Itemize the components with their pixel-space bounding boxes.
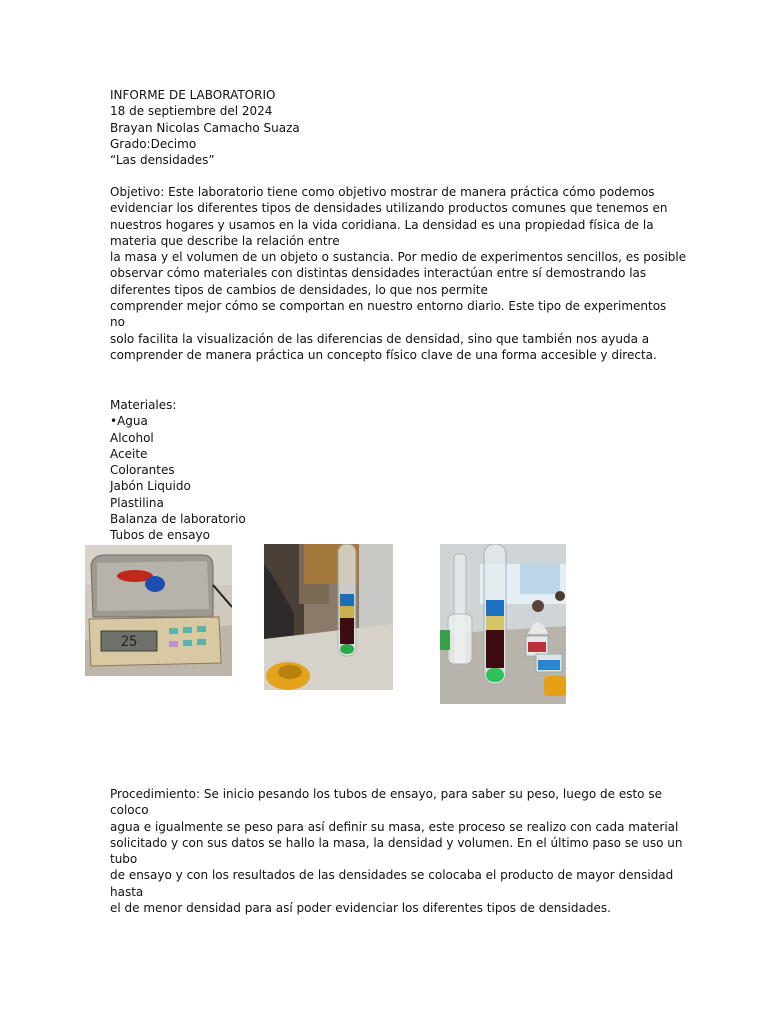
report-grade: Grado:Decimo — [110, 136, 197, 151]
material-item: Balanza de laboratorio — [110, 512, 246, 527]
procedure-line: coloco — [110, 803, 149, 818]
material-item: Alcohol — [110, 430, 154, 445]
procedure-section — [110, 786, 683, 916]
material-item: Tubos de ensayo — [110, 528, 210, 543]
objective-line: comprender de manera práctica un concepto físico clave de una forma accesible y directa. — [110, 347, 657, 362]
scale-photo — [85, 545, 232, 676]
objective-line: nuestros hogares y usamos en la vida coridiana. La densidad es una propiedad física de la — [110, 217, 654, 232]
objective-line: materia que describe la relación entre — [110, 233, 340, 248]
objective-line: diferentes tipos de cambios de densidades, lo que nos permite — [110, 282, 488, 297]
objective-line: la masa y el volumen de un objeto o sustancia. Por medio de experimentos sencillos, es posible — [110, 250, 687, 265]
procedure-line: Procedimiento: Se inicio pesando los tubos de ensayo, para saber su peso, luego de esto se — [110, 787, 662, 801]
report-author: Brayan Nicolas Camacho Suaza — [110, 120, 300, 135]
materials-heading: Materiales: — [110, 398, 177, 412]
procedure-line: tubo — [110, 852, 138, 867]
report-topic: “Las densidades” — [110, 153, 215, 168]
scale-display-value: 25 — [120, 634, 138, 650]
procedure-line: de ensayo y con los resultados de las densidades se colocaba el producto de mayor densidad — [110, 868, 674, 883]
procedure-line: solicitado y con sus datos se hallo la masa, la densidad y volumen. En el último paso se uso un — [110, 835, 683, 850]
report-header — [110, 87, 670, 168]
procedure-line: agua e igualmente se peso para así definir su masa, este proceso se realizo con cada material — [110, 819, 679, 834]
objective-section — [110, 184, 687, 363]
procedure-line: hasta — [110, 884, 144, 899]
material-item: •Agua — [110, 414, 148, 429]
material-item: Aceite — [110, 446, 148, 461]
procedure-line: el de menor densidad para así poder evidenciar los diferentes tipos de densidades. — [110, 901, 611, 916]
objective-line: solo facilita la visualización de las diferencias de densidad, sino que también nos ayuda a — [110, 331, 650, 346]
test-tube-photo — [264, 544, 393, 690]
density-column-photo — [440, 544, 566, 704]
objective-line: no — [110, 315, 125, 330]
material-item: Plastilina — [110, 495, 164, 510]
material-item: Jabón Liquido — [110, 479, 191, 494]
material-item: Colorantes — [110, 463, 175, 478]
objective-line: Objetivo: Este laboratorio tiene como objetivo mostrar de manera práctica cómo podemos — [110, 185, 655, 199]
materials-section — [110, 397, 670, 544]
report-date: 18 de septiembre del 2024 — [110, 104, 273, 119]
objective-line: evidenciar los diferentes tipos de densidades utilizando productos comunes que tenemos en — [110, 201, 668, 216]
objective-line: observar cómo materiales con distintas densidades interactúan entre sí demostrando las — [110, 266, 647, 281]
report-title: INFORME DE LABORATORIO — [110, 88, 276, 102]
objective-line: comprender mejor cómo se comportan en nuestro entorno diario. Este tipo de experimentos — [110, 299, 667, 314]
